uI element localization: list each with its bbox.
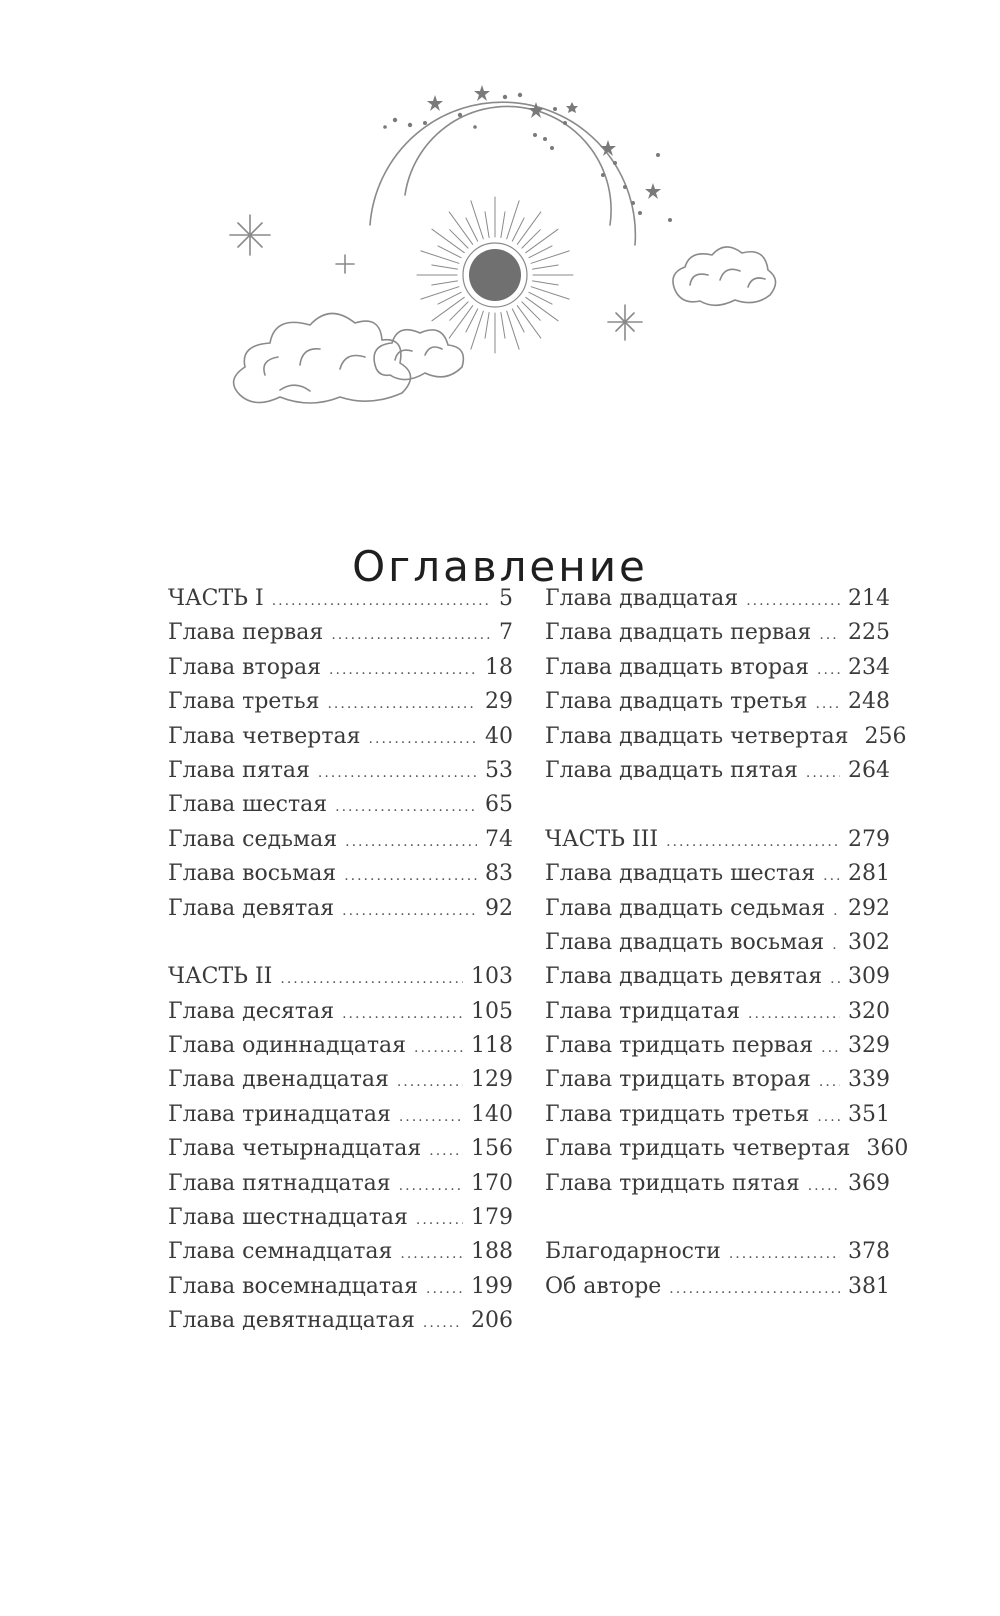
- toc-entry[interactable]: [168, 823, 513, 857]
- dot-leader: [423, 1306, 463, 1340]
- dot-leader: [823, 859, 840, 893]
- entry-label: Глава десятая: [168, 998, 335, 1024]
- toc-entry[interactable]: [545, 892, 890, 926]
- toc-entry[interactable]: [168, 1098, 513, 1132]
- sun-ray: [531, 287, 569, 299]
- dot-leader: [345, 825, 477, 859]
- entry-label: Об авторе: [545, 1273, 662, 1299]
- toc-entry[interactable]: [168, 1235, 513, 1269]
- sun-ray: [471, 311, 483, 349]
- sun-ray: [432, 229, 464, 253]
- toc-entry[interactable]: [545, 857, 890, 891]
- entry-label: Глава тридцать пятая: [545, 1170, 800, 1196]
- dot-leader: [272, 584, 491, 618]
- entry-page: 206: [471, 1308, 513, 1334]
- dot-leader: [414, 1031, 463, 1065]
- toc-entry[interactable]: [545, 720, 907, 754]
- entry-page: 40: [485, 723, 513, 749]
- entry-label: Глава третья: [168, 689, 320, 715]
- entry-page: 74: [485, 826, 513, 852]
- entry-page: 105: [471, 998, 513, 1024]
- toc-entry[interactable]: [168, 960, 513, 994]
- toc-entry[interactable]: [168, 995, 513, 1029]
- entry-label: Глава восемнадцатая: [168, 1273, 418, 1299]
- sun-ray: [432, 281, 458, 285]
- sun-ray: [501, 313, 505, 339]
- entry-label: Глава пятнадцатая: [168, 1170, 391, 1196]
- entry-page: 103: [471, 964, 513, 990]
- dot-leader: [817, 653, 840, 687]
- entry-label: Глава пятая: [168, 757, 310, 783]
- entry-page: 5: [499, 586, 513, 611]
- sun-ray: [526, 229, 558, 253]
- dot-leader: [817, 1100, 840, 1134]
- star-icon: [383, 85, 672, 222]
- dot-leader: [830, 962, 840, 996]
- dot-leader: [832, 928, 840, 962]
- toc-entry[interactable]: [168, 1132, 513, 1166]
- dot-leader: [819, 1065, 840, 1099]
- cloud-icon: [234, 313, 464, 403]
- entry-page: 302: [848, 929, 890, 955]
- entry-page: 329: [848, 1033, 890, 1059]
- dot-leader: [746, 584, 840, 618]
- sun-ray: [421, 287, 459, 299]
- sun-ray: [450, 230, 468, 248]
- entry-page: 248: [848, 689, 890, 715]
- toc-entry[interactable]: [168, 754, 513, 788]
- entry-label: Глава семнадцатая: [168, 1239, 393, 1265]
- moon-icon: [469, 249, 521, 301]
- toc-entry[interactable]: [545, 1098, 890, 1132]
- sun-ray: [517, 212, 541, 244]
- dot-leader: [808, 1169, 840, 1203]
- dot-leader: [369, 722, 477, 756]
- toc-entry[interactable]: [168, 892, 513, 926]
- dot-leader: [821, 1031, 840, 1065]
- entry-page: 7: [499, 620, 513, 646]
- sun-ray: [507, 201, 519, 239]
- entry-page: 292: [848, 895, 890, 921]
- entry-page: 18: [485, 654, 513, 680]
- toc-entry[interactable]: [545, 1029, 890, 1063]
- entry-page: 234: [848, 654, 890, 680]
- dot-leader: [329, 653, 477, 687]
- entry-label: Глава двадцать четвертая: [545, 723, 849, 749]
- toc-entry[interactable]: [168, 720, 513, 754]
- toc-entry[interactable]: [545, 685, 890, 719]
- dot-leader: [342, 894, 477, 928]
- dot-leader: [426, 1272, 463, 1306]
- toc-entry[interactable]: [168, 1063, 513, 1097]
- entry-page: 381: [848, 1273, 890, 1299]
- entry-page: 264: [848, 757, 890, 783]
- sun-ray: [526, 297, 558, 321]
- entry-page: 188: [471, 1239, 513, 1265]
- toc-entry[interactable]: [545, 823, 890, 857]
- toc-entry[interactable]: [168, 788, 513, 822]
- entry-page: 83: [485, 861, 513, 887]
- sun-ray: [432, 265, 458, 269]
- dot-leader: [666, 825, 840, 859]
- section-gap: [168, 926, 513, 960]
- dot-leader: [669, 1272, 840, 1306]
- entry-label: Глава тридцать четвертая: [545, 1136, 851, 1162]
- sun-ray: [517, 306, 541, 338]
- entry-page: 378: [848, 1239, 890, 1265]
- toc-entry[interactable]: [545, 1132, 909, 1166]
- dot-leader: [399, 1169, 463, 1203]
- entry-page: 199: [471, 1273, 513, 1299]
- sun-ray: [533, 281, 559, 285]
- entry-label: Благодарности: [545, 1239, 721, 1265]
- entry-page: 129: [471, 1067, 513, 1093]
- sun-ray: [531, 251, 569, 263]
- entry-page: 351: [848, 1101, 890, 1127]
- sun-ray: [501, 212, 505, 238]
- entry-label: Глава двадцать первая: [545, 620, 812, 646]
- dot-leader: [400, 1237, 463, 1271]
- entry-page: 320: [848, 998, 890, 1024]
- toc-entry[interactable]: [545, 582, 890, 616]
- entry-label: Глава двадцать пятая: [545, 757, 798, 783]
- section-gap: [545, 1201, 890, 1235]
- toc-entry[interactable]: [168, 857, 513, 891]
- entry-page: 156: [471, 1136, 513, 1162]
- sun-ray: [485, 313, 489, 339]
- entry-label: Глава двадцать вторая: [545, 654, 810, 680]
- entry-label: Глава вторая: [168, 654, 322, 680]
- dot-leader: [819, 618, 840, 652]
- entry-page: 118: [471, 1033, 513, 1059]
- toc-entry[interactable]: [168, 1270, 513, 1304]
- sun-ray: [522, 302, 540, 320]
- entry-label: Глава четырнадцатая: [168, 1136, 422, 1162]
- toc-entry[interactable]: [545, 651, 890, 685]
- entry-page: 360: [866, 1136, 909, 1162]
- entry-label: ЧАСТЬ III: [545, 826, 659, 852]
- entry-label: Глава шестнадцатая: [168, 1205, 408, 1231]
- entry-label: Глава двадцать девятая: [545, 964, 823, 990]
- dot-leader: [833, 894, 840, 928]
- entry-page: 214: [848, 586, 890, 611]
- toc-entry[interactable]: [168, 582, 513, 616]
- dot-leader: [342, 997, 463, 1031]
- inner-arc: [405, 106, 611, 225]
- toc-entry[interactable]: [545, 1063, 890, 1097]
- section-gap: [545, 788, 890, 822]
- entry-label: Глава двадцать седьмая: [545, 895, 826, 921]
- entry-label: Глава тридцать первая: [545, 1033, 814, 1059]
- entry-label: Глава девятнадцатая: [168, 1308, 415, 1334]
- toc-entry[interactable]: [168, 651, 513, 685]
- dot-leader: [335, 790, 477, 824]
- entry-label: Глава седьмая: [168, 826, 338, 852]
- sun-ray: [485, 212, 489, 238]
- toc-entry[interactable]: [168, 1304, 513, 1338]
- sparkle-icon: [230, 215, 642, 340]
- entry-label: Глава тридцать третья: [545, 1101, 810, 1127]
- entry-label: Глава четвертая: [168, 723, 361, 749]
- entry-label: Глава двадцатая: [545, 586, 739, 611]
- sun-ray: [471, 201, 483, 239]
- dot-leader: [399, 1100, 463, 1134]
- entry-label: ЧАСТЬ II: [168, 964, 273, 990]
- dot-leader: [327, 687, 477, 721]
- entry-page: 179: [471, 1205, 513, 1231]
- sun-ray: [533, 265, 559, 269]
- sun-ray: [449, 306, 473, 338]
- dot-leader: [280, 962, 463, 996]
- dot-leader: [344, 859, 477, 893]
- dot-leader: [748, 997, 840, 1031]
- entry-page: 309: [848, 964, 890, 990]
- dot-leader: [397, 1065, 463, 1099]
- dot-leader: [815, 687, 840, 721]
- entry-label: Глава тринадцатая: [168, 1101, 391, 1127]
- entry-label: Глава двадцать шестая: [545, 861, 816, 887]
- entry-page: 29: [485, 689, 513, 715]
- toc-entry[interactable]: [545, 1167, 890, 1201]
- toc-entry[interactable]: [545, 754, 890, 788]
- entry-page: 170: [471, 1170, 513, 1196]
- toc-entry[interactable]: [545, 616, 890, 650]
- entry-page: 256: [864, 723, 907, 749]
- entry-label: Глава тридцатая: [545, 998, 741, 1024]
- sun-ray: [432, 297, 464, 321]
- toc-entry[interactable]: [545, 995, 890, 1029]
- toc-right-column: [545, 582, 909, 1304]
- entry-label: Глава двадцать восьмая: [545, 929, 825, 955]
- entry-label: Глава двадцать третья: [545, 689, 808, 715]
- toc-entry[interactable]: [545, 1270, 890, 1304]
- sky-illustration: [220, 75, 780, 425]
- entry-page: 140: [471, 1101, 513, 1127]
- toc-entry[interactable]: [545, 926, 890, 960]
- entry-label: Глава шестая: [168, 792, 328, 818]
- sun-ray: [522, 230, 540, 248]
- entry-page: 53: [485, 757, 513, 783]
- entry-page: 369: [848, 1170, 890, 1196]
- sun-ray: [449, 212, 473, 244]
- entry-label: Глава первая: [168, 620, 324, 646]
- entry-label: Глава девятая: [168, 895, 335, 921]
- entry-page: 279: [848, 826, 890, 852]
- sun-ray: [421, 251, 459, 263]
- entry-page: 92: [485, 895, 513, 921]
- entry-page: 281: [848, 861, 890, 887]
- toc-entry[interactable]: [545, 1235, 890, 1269]
- dot-leader: [318, 756, 477, 790]
- toc-left-column: [168, 582, 513, 1339]
- entry-label: Глава тридцать вторая: [545, 1067, 811, 1093]
- cloud-icon: [673, 247, 776, 305]
- dot-leader: [331, 618, 491, 652]
- entry-label: Глава двенадцатая: [168, 1067, 389, 1093]
- toc-entry[interactable]: [168, 1029, 513, 1063]
- entry-label: Глава одиннадцатая: [168, 1033, 407, 1059]
- entry-label: ЧАСТЬ I: [168, 586, 264, 611]
- entry-label: Глава восьмая: [168, 861, 337, 887]
- dot-leader: [429, 1134, 463, 1168]
- toc-entry[interactable]: [168, 1167, 513, 1201]
- page-title: Оглавление: [352, 542, 648, 592]
- dot-leader: [729, 1237, 840, 1271]
- toc-entry[interactable]: [545, 960, 890, 994]
- sun-ray: [450, 302, 468, 320]
- dot-leader: [806, 756, 840, 790]
- entry-page: 65: [485, 792, 513, 818]
- entry-page: 225: [848, 620, 890, 646]
- entry-page: 339: [848, 1067, 890, 1093]
- dot-leader: [416, 1203, 463, 1237]
- toc-entry[interactable]: [168, 616, 513, 650]
- toc-entry[interactable]: [168, 685, 513, 719]
- toc-entry[interactable]: [168, 1201, 513, 1235]
- sun-ray: [507, 311, 519, 349]
